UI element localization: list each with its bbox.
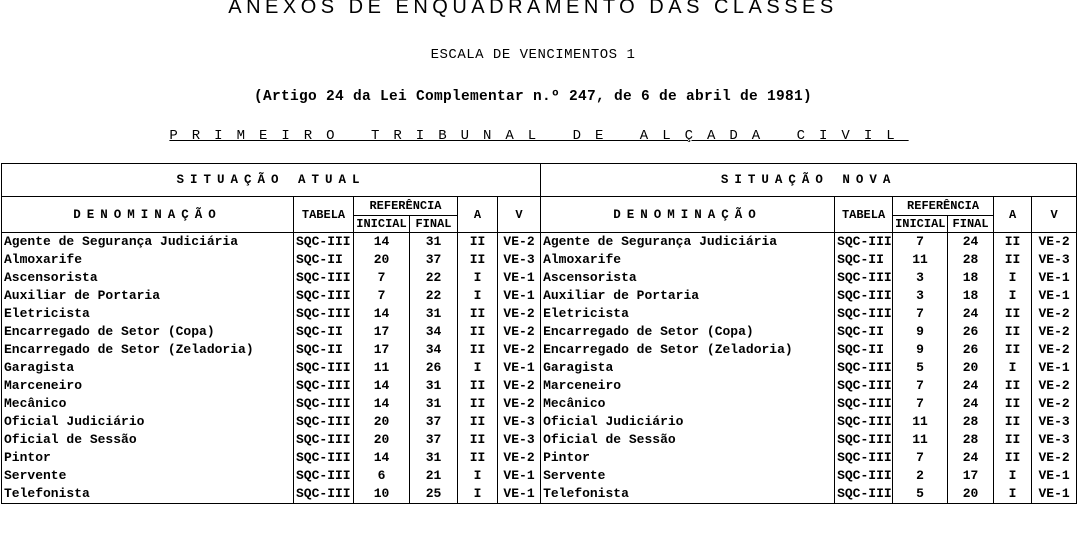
current-a-cell: II: [458, 395, 498, 413]
table-row: [2, 341, 1077, 359]
law-reference: (Artigo 24 da Lei Complementar n.º 247, de 6 de abril de 1981): [253, 89, 813, 105]
new-a-cell: II: [994, 377, 1032, 395]
new-final-cell: 28: [948, 431, 994, 449]
current-denominacao-cell: Almoxarife: [2, 251, 294, 269]
current-referencia-header: REFERÊNCIA: [354, 197, 458, 216]
current-v-cell: VE-1: [498, 485, 541, 504]
current-denominacao-cell: Mecânico: [2, 395, 294, 413]
current-inicial-header: INICIAL: [354, 216, 410, 233]
current-inicial-cell: 6: [354, 467, 410, 485]
current-a-header: A: [458, 197, 498, 233]
new-denominacao-cell: Oficial de Sessão: [541, 431, 835, 449]
new-denominacao-cell: Garagista: [541, 359, 835, 377]
new-denominacao-cell: Servente: [541, 467, 835, 485]
current-tabela-cell: SQC-III: [294, 287, 354, 305]
new-denominacao-cell: Auxiliar de Portaria: [541, 287, 835, 305]
current-a-cell: II: [458, 377, 498, 395]
current-denominacao-cell: Servente: [2, 467, 294, 485]
new-a-cell: I: [994, 359, 1032, 377]
current-v-cell: VE-2: [498, 233, 541, 252]
new-inicial-cell: 5: [893, 485, 948, 504]
new-final-cell: 24: [948, 233, 994, 252]
current-tabela-cell: SQC-II: [294, 341, 354, 359]
new-inicial-cell: 2: [893, 467, 948, 485]
new-inicial-cell: 7: [893, 233, 948, 252]
new-v-cell: VE-2: [1032, 233, 1077, 252]
current-tabela-cell: SQC-III: [294, 431, 354, 449]
table-row: [2, 359, 1077, 377]
current-denominacao-cell: Marceneiro: [2, 377, 294, 395]
new-tabela-cell: SQC-III: [835, 413, 893, 431]
new-tabela-cell: SQC-III: [835, 485, 893, 504]
current-final-cell: 31: [410, 449, 458, 467]
new-final-cell: 17: [948, 467, 994, 485]
new-inicial-cell: 9: [893, 323, 948, 341]
current-v-cell: VE-1: [498, 287, 541, 305]
current-a-cell: II: [458, 305, 498, 323]
current-tabela-cell: SQC-III: [294, 359, 354, 377]
current-a-cell: II: [458, 413, 498, 431]
new-referencia-header: REFERÊNCIA: [893, 197, 994, 216]
new-v-cell: VE-3: [1032, 413, 1077, 431]
new-v-cell: VE-2: [1032, 341, 1077, 359]
new-tabela-cell: SQC-III: [835, 377, 893, 395]
current-v-cell: VE-1: [498, 467, 541, 485]
current-final-cell: 31: [410, 233, 458, 252]
new-final-cell: 24: [948, 449, 994, 467]
current-denominacao-cell: Pintor: [2, 449, 294, 467]
current-a-cell: I: [458, 269, 498, 287]
current-denominacao-cell: Oficial de Sessão: [2, 431, 294, 449]
current-tabela-cell: SQC-III: [294, 413, 354, 431]
new-tabela-cell: SQC-III: [835, 305, 893, 323]
current-final-header: FINAL: [410, 216, 458, 233]
table-row: [2, 377, 1077, 395]
new-tabela-cell: SQC-III: [835, 287, 893, 305]
current-v-cell: VE-2: [498, 341, 541, 359]
table-row: [2, 251, 1077, 269]
new-a-cell: II: [994, 449, 1032, 467]
new-final-cell: 26: [948, 323, 994, 341]
new-denominacao-cell: Encarregado de Setor (Zeladoria): [541, 341, 835, 359]
current-inicial-cell: 17: [354, 341, 410, 359]
court-name: PRIMEIRO TRIBUNAL DE ALÇADA CIVIL: [169, 128, 909, 144]
new-inicial-cell: 7: [893, 377, 948, 395]
current-denominacao-cell: Garagista: [2, 359, 294, 377]
current-denominacao-cell: Auxiliar de Portaria: [2, 287, 294, 305]
current-a-cell: I: [458, 485, 498, 504]
current-denominacao-cell: Eletricista: [2, 305, 294, 323]
current-inicial-cell: 14: [354, 305, 410, 323]
current-inicial-cell: 20: [354, 431, 410, 449]
current-tabela-cell: SQC-III: [294, 485, 354, 504]
new-a-cell: II: [994, 395, 1032, 413]
current-tabela-cell: SQC-III: [294, 233, 354, 252]
current-inicial-cell: 11: [354, 359, 410, 377]
new-final-cell: 20: [948, 485, 994, 504]
new-denominacao-cell: Almoxarife: [541, 251, 835, 269]
new-v-header: V: [1032, 197, 1077, 233]
new-final-cell: 24: [948, 305, 994, 323]
new-a-cell: I: [994, 467, 1032, 485]
new-a-cell: II: [994, 323, 1032, 341]
current-inicial-cell: 14: [354, 377, 410, 395]
new-v-cell: VE-1: [1032, 287, 1077, 305]
table-row: [2, 449, 1077, 467]
new-inicial-cell: 7: [893, 395, 948, 413]
current-a-cell: II: [458, 251, 498, 269]
new-inicial-cell: 5: [893, 359, 948, 377]
current-v-cell: VE-2: [498, 323, 541, 341]
current-final-cell: 31: [410, 305, 458, 323]
table-row: [2, 323, 1077, 341]
new-a-cell: I: [994, 269, 1032, 287]
new-denominacao-cell: Eletricista: [541, 305, 835, 323]
current-v-cell: VE-3: [498, 431, 541, 449]
new-inicial-cell: 11: [893, 431, 948, 449]
new-v-cell: VE-1: [1032, 467, 1077, 485]
current-inicial-cell: 10: [354, 485, 410, 504]
current-a-cell: II: [458, 341, 498, 359]
current-denominacao-cell: Encarregado de Setor (Copa): [2, 323, 294, 341]
new-inicial-cell: 11: [893, 413, 948, 431]
document-title: ANEXOS DE ENQUADRAMENTO DAS CLASSES: [228, 0, 838, 18]
current-tabela-cell: SQC-III: [294, 269, 354, 287]
new-denominacao-cell: Mecânico: [541, 395, 835, 413]
new-a-cell: I: [994, 287, 1032, 305]
new-final-cell: 24: [948, 377, 994, 395]
current-final-cell: 26: [410, 359, 458, 377]
table-row: [2, 305, 1077, 323]
new-final-cell: 24: [948, 395, 994, 413]
section-new-header: SITUAÇÃO NOVA: [541, 164, 1077, 197]
current-v-header: V: [498, 197, 541, 233]
classification-table: [1, 163, 1077, 504]
new-a-header: A: [994, 197, 1032, 233]
new-inicial-cell: 3: [893, 269, 948, 287]
current-final-cell: 34: [410, 341, 458, 359]
current-v-cell: VE-3: [498, 251, 541, 269]
new-denominacao-header: DENOMINAÇÃO: [541, 197, 835, 233]
current-v-cell: VE-1: [498, 269, 541, 287]
current-final-cell: 25: [410, 485, 458, 504]
new-a-cell: II: [994, 413, 1032, 431]
current-denominacao-cell: Encarregado de Setor (Zeladoria): [2, 341, 294, 359]
current-a-cell: II: [458, 431, 498, 449]
section-current-header: SITUAÇÃO ATUAL: [2, 164, 541, 197]
current-inicial-cell: 7: [354, 269, 410, 287]
new-v-cell: VE-3: [1032, 251, 1077, 269]
new-tabela-cell: SQC-II: [835, 251, 893, 269]
current-final-cell: 37: [410, 431, 458, 449]
new-v-cell: VE-3: [1032, 431, 1077, 449]
new-inicial-cell: 7: [893, 449, 948, 467]
new-inicial-header: INICIAL: [893, 216, 948, 233]
current-final-cell: 37: [410, 251, 458, 269]
new-v-cell: VE-1: [1032, 485, 1077, 504]
new-denominacao-cell: Pintor: [541, 449, 835, 467]
new-final-cell: 18: [948, 269, 994, 287]
current-denominacao-cell: Ascensorista: [2, 269, 294, 287]
current-tabela-cell: SQC-III: [294, 467, 354, 485]
current-inicial-cell: 14: [354, 395, 410, 413]
current-final-cell: 31: [410, 377, 458, 395]
current-inicial-cell: 20: [354, 251, 410, 269]
new-denominacao-cell: Ascensorista: [541, 269, 835, 287]
table-row: [2, 395, 1077, 413]
current-inicial-cell: 14: [354, 449, 410, 467]
table-row: [2, 287, 1077, 305]
current-denominacao-cell: Telefonista: [2, 485, 294, 504]
new-inicial-cell: 11: [893, 251, 948, 269]
current-v-cell: VE-3: [498, 413, 541, 431]
new-tabela-cell: SQC-III: [835, 269, 893, 287]
new-denominacao-cell: Oficial Judiciário: [541, 413, 835, 431]
table-row: [2, 233, 1077, 252]
current-final-cell: 31: [410, 395, 458, 413]
table-row: [2, 269, 1077, 287]
current-a-cell: II: [458, 323, 498, 341]
current-inicial-cell: 20: [354, 413, 410, 431]
new-tabela-cell: SQC-II: [835, 341, 893, 359]
new-tabela-cell: SQC-III: [835, 359, 893, 377]
new-v-cell: VE-2: [1032, 395, 1077, 413]
new-a-cell: II: [994, 305, 1032, 323]
new-a-cell: II: [994, 431, 1032, 449]
new-inicial-cell: 9: [893, 341, 948, 359]
new-inicial-cell: 7: [893, 305, 948, 323]
table-row: [2, 431, 1077, 449]
current-final-cell: 37: [410, 413, 458, 431]
current-tabela-header: TABELA: [294, 197, 354, 233]
salary-scale-label: ESCALA DE VENCIMENTOS 1: [430, 47, 636, 63]
current-a-cell: II: [458, 449, 498, 467]
new-v-cell: VE-1: [1032, 359, 1077, 377]
current-a-cell: I: [458, 287, 498, 305]
new-inicial-cell: 3: [893, 287, 948, 305]
current-denominacao-cell: Agente de Segurança Judiciária: [2, 233, 294, 252]
table-row: [2, 485, 1077, 504]
new-a-cell: II: [994, 341, 1032, 359]
current-tabela-cell: SQC-III: [294, 449, 354, 467]
new-v-cell: VE-2: [1032, 449, 1077, 467]
new-tabela-cell: SQC-III: [835, 395, 893, 413]
current-final-cell: 22: [410, 269, 458, 287]
current-tabela-cell: SQC-II: [294, 323, 354, 341]
new-tabela-cell: SQC-III: [835, 467, 893, 485]
new-v-cell: VE-2: [1032, 305, 1077, 323]
new-denominacao-cell: Encarregado de Setor (Copa): [541, 323, 835, 341]
current-v-cell: VE-2: [498, 377, 541, 395]
new-v-cell: VE-1: [1032, 269, 1077, 287]
new-a-cell: I: [994, 485, 1032, 504]
new-final-cell: 18: [948, 287, 994, 305]
new-tabela-cell: SQC-III: [835, 431, 893, 449]
new-a-cell: II: [994, 233, 1032, 252]
new-final-cell: 28: [948, 413, 994, 431]
new-final-cell: 28: [948, 251, 994, 269]
current-inicial-cell: 14: [354, 233, 410, 252]
new-final-header: FINAL: [948, 216, 994, 233]
new-denominacao-cell: Marceneiro: [541, 377, 835, 395]
current-denominacao-cell: Oficial Judiciário: [2, 413, 294, 431]
new-final-cell: 20: [948, 359, 994, 377]
current-v-cell: VE-2: [498, 449, 541, 467]
current-final-cell: 21: [410, 467, 458, 485]
table-row: [2, 467, 1077, 485]
new-tabela-cell: SQC-II: [835, 323, 893, 341]
new-tabela-cell: SQC-III: [835, 233, 893, 252]
current-inicial-cell: 17: [354, 323, 410, 341]
new-a-cell: II: [994, 251, 1032, 269]
current-v-cell: VE-2: [498, 305, 541, 323]
current-final-cell: 34: [410, 323, 458, 341]
current-tabela-cell: SQC-II: [294, 251, 354, 269]
new-tabela-cell: SQC-III: [835, 449, 893, 467]
table-row: [2, 413, 1077, 431]
current-denominacao-header: DENOMINAÇÃO: [2, 197, 294, 233]
current-a-cell: I: [458, 359, 498, 377]
new-final-cell: 26: [948, 341, 994, 359]
new-v-cell: VE-2: [1032, 323, 1077, 341]
current-tabela-cell: SQC-III: [294, 305, 354, 323]
current-a-cell: I: [458, 467, 498, 485]
current-v-cell: VE-2: [498, 395, 541, 413]
new-tabela-header: TABELA: [835, 197, 893, 233]
current-a-cell: II: [458, 233, 498, 252]
current-inicial-cell: 7: [354, 287, 410, 305]
new-v-cell: VE-2: [1032, 377, 1077, 395]
new-denominacao-cell: Telefonista: [541, 485, 835, 504]
current-v-cell: VE-1: [498, 359, 541, 377]
current-tabela-cell: SQC-III: [294, 377, 354, 395]
current-tabela-cell: SQC-III: [294, 395, 354, 413]
new-denominacao-cell: Agente de Segurança Judiciária: [541, 233, 835, 252]
current-final-cell: 22: [410, 287, 458, 305]
